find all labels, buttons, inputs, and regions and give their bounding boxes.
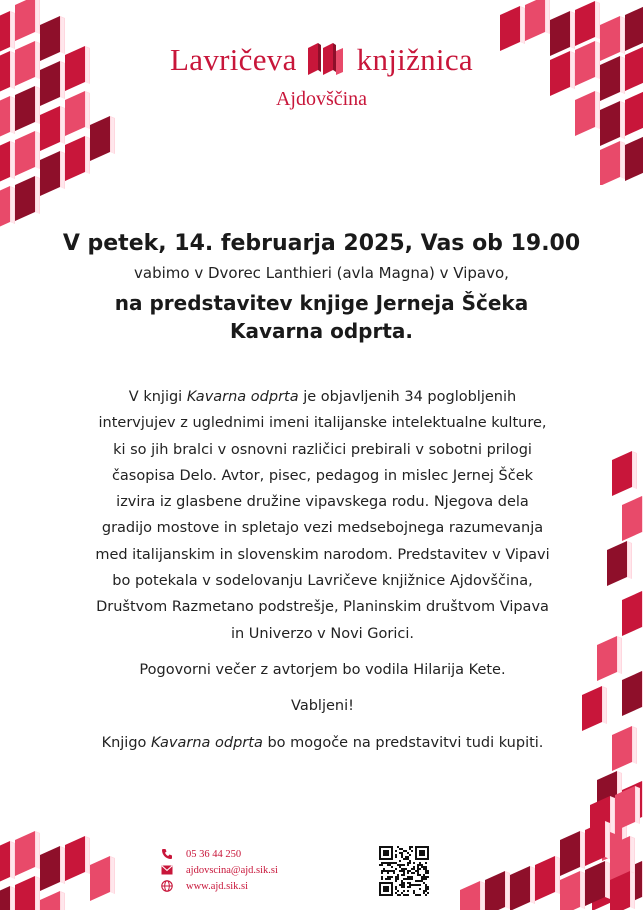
book-shape bbox=[65, 836, 90, 881]
globe-icon bbox=[160, 879, 174, 893]
book-shape bbox=[15, 831, 40, 876]
book-shape bbox=[90, 856, 115, 901]
description-line: intervjujev z uglednimi imeni italijanske intelektualne kulture, bbox=[98, 415, 547, 432]
brand-name-right: knjižnica bbox=[356, 42, 473, 77]
book-shape bbox=[40, 106, 65, 151]
book-shape bbox=[0, 886, 15, 910]
book-decoration-bottom-left bbox=[0, 825, 135, 910]
book-shape bbox=[582, 686, 607, 731]
book-shape bbox=[65, 136, 90, 181]
book-shape bbox=[460, 881, 485, 910]
book-shape bbox=[0, 141, 15, 186]
book-shape bbox=[560, 831, 585, 876]
book-shape bbox=[15, 876, 40, 910]
book-shape bbox=[622, 496, 643, 541]
event-date-time: V petek, 14. februarja 2025, Vas ob 19.00 bbox=[62, 231, 581, 256]
qr-code-icon[interactable] bbox=[379, 846, 429, 896]
description-line: med italijanskim in slovenskim narodom. Predstavitev v Vipavi bbox=[95, 546, 550, 563]
book-shape bbox=[15, 131, 40, 176]
book-shape bbox=[535, 856, 560, 901]
event-description bbox=[80, 384, 565, 756]
contact-email bbox=[160, 862, 278, 878]
email-icon bbox=[160, 863, 174, 877]
book-shape bbox=[510, 866, 535, 910]
book-shape bbox=[15, 0, 40, 41]
book-title: Kavarna odprta bbox=[151, 734, 263, 751]
book-shape bbox=[625, 136, 643, 181]
description-line: gradijo mostove in spletajo vezi medsebojnega razumevanja bbox=[101, 520, 544, 537]
book-shape bbox=[15, 176, 40, 221]
book-shape bbox=[40, 891, 65, 910]
book-shape bbox=[607, 541, 632, 586]
text-span: je objavljenih 34 poglobljenih bbox=[298, 389, 517, 405]
book-shape bbox=[612, 451, 637, 496]
book-shape bbox=[560, 871, 585, 910]
text-span: Knjigo bbox=[101, 734, 152, 751]
email-address[interactable]: ajdovscina@ajd.sik.si bbox=[186, 864, 278, 876]
text-span: V knjigi bbox=[128, 389, 187, 405]
description-line: bo potekala v sodelovanju Lavričeve knjižnice Ajdovščina, bbox=[112, 573, 533, 590]
book-logo-icon bbox=[305, 42, 349, 86]
description-paragraph bbox=[80, 384, 565, 647]
event-title-line-2: Kavarna odprta. bbox=[230, 319, 413, 343]
book-shape bbox=[600, 141, 625, 185]
phone-number[interactable]: 05 36 44 250 bbox=[186, 848, 242, 860]
description-line: Društvom Razmetano podstrešje, Planinskim društvom Vipava bbox=[96, 599, 549, 616]
book-shape bbox=[585, 861, 610, 906]
library-header bbox=[0, 40, 643, 112]
phone-icon bbox=[160, 847, 174, 861]
book-shape bbox=[612, 726, 637, 771]
website-link[interactable]: www.ajd.sik.si bbox=[186, 880, 249, 892]
book-title: Kavarna odprta bbox=[186, 389, 299, 405]
book-decoration-bottom-right bbox=[450, 780, 643, 910]
welcome-paragraph: Vabljeni! bbox=[291, 698, 354, 715]
book-shape bbox=[622, 671, 643, 716]
book-shape bbox=[597, 636, 622, 681]
book-shape bbox=[0, 841, 15, 886]
description-line bbox=[129, 389, 516, 405]
book-shape bbox=[615, 786, 640, 831]
event-title bbox=[0, 289, 643, 345]
contact-info bbox=[160, 846, 278, 894]
moderator-paragraph: Pogovorni večer z avtorjem bo vodila Hilarija Kete. bbox=[139, 661, 506, 678]
purchase-paragraph bbox=[80, 730, 565, 756]
book-shape bbox=[525, 0, 550, 41]
description-line: časopisa Delo. Avtor, pisec, pedagog in mislec Jernej Šček bbox=[111, 467, 534, 484]
library-brand bbox=[0, 40, 643, 86]
book-shape bbox=[0, 186, 15, 230]
book-shape bbox=[585, 821, 610, 866]
event-title-line-1: na predstavitev knjige Jerneja Ščeka bbox=[114, 291, 529, 315]
book-shape bbox=[485, 871, 510, 910]
book-shape bbox=[40, 151, 65, 196]
brand-name-left: Lavričeva bbox=[170, 42, 297, 77]
description-line: ki so jih bralci v osnovni različici prebirali v sobotni prilogi bbox=[113, 441, 532, 458]
contact-phone bbox=[160, 846, 278, 862]
event-venue: vabimo v Dvorec Lanthieri (avla Magna) v Vipavo, bbox=[134, 264, 509, 282]
description-line: in Univerzo v Novi Gorici. bbox=[230, 625, 415, 642]
book-shape bbox=[40, 846, 65, 891]
book-shape bbox=[90, 116, 115, 161]
book-shape bbox=[622, 591, 643, 636]
brand-location: Ajdovščina bbox=[275, 88, 368, 110]
description-line: izvira iz glasbene družine vipavskega rodu. Njegova dela bbox=[116, 494, 529, 511]
contact-web bbox=[160, 878, 278, 894]
book-decoration-top-left bbox=[0, 0, 140, 230]
text-span: bo mogoče na predstavitvi tudi kupiti. bbox=[262, 734, 544, 751]
